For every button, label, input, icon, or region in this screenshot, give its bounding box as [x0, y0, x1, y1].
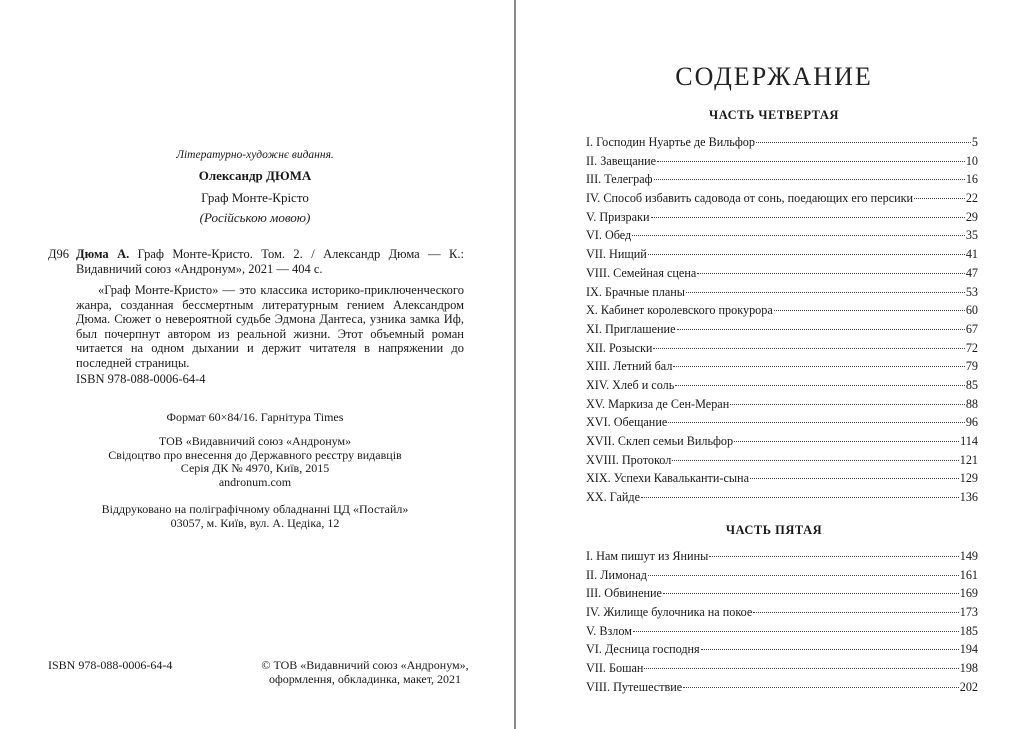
toc-entry-page: 114 — [960, 434, 978, 448]
toc-entry — [586, 490, 978, 509]
dot-leader — [653, 348, 964, 349]
toc-entry-title: V. Взлом — [586, 623, 632, 638]
copyright-line: © ТОВ «Видавничий союз «Андронум», — [261, 658, 469, 672]
dot-leader — [648, 575, 959, 576]
dot-leader — [701, 649, 959, 650]
toc-entry-page: 149 — [959, 549, 978, 563]
dot-leader — [672, 460, 958, 461]
printer-line: Віддруковано на поліграфічному обладнанні ЦД «Постайл» — [101, 502, 409, 516]
toc-entry-page: 5 — [971, 135, 978, 149]
toc-entry-title: X. Кабинет королевского прокурора — [586, 303, 773, 318]
contents-page — [516, 0, 1020, 729]
part-five-title: ЧАСТЬ ПЯТАЯ — [725, 523, 823, 537]
toc-entry-title: XVIII. Протокол — [586, 452, 672, 467]
toc-entry — [586, 605, 978, 624]
literary-type: Літературно-художнє видання. — [176, 149, 334, 161]
toc-entry-title: VI. Обед — [586, 228, 632, 243]
dot-leader — [633, 631, 959, 632]
toc-entry-page: 202 — [959, 679, 978, 694]
toc-entry-title: VI. Десница господня — [586, 642, 700, 657]
toc-entry — [586, 191, 978, 210]
toc-entry — [586, 341, 978, 360]
toc-entry — [586, 680, 978, 699]
dot-leader — [648, 254, 965, 255]
toc-entry — [586, 661, 978, 680]
toc-entry-title: I. Нам пишут из Янины — [586, 549, 709, 563]
dot-leader — [641, 497, 959, 498]
publisher-line: Серія ДК № 4970, Київ, 2015 — [180, 461, 330, 475]
dot-leader — [709, 556, 958, 557]
dot-leader — [657, 161, 965, 162]
toc-entry-title: II. Завещание — [586, 153, 657, 168]
contents-heading: СОДЕРЖАНИЕ — [675, 62, 873, 91]
toc-entry-page: 22 — [965, 191, 978, 206]
toc-entry-title: II. Лимонад — [586, 567, 647, 582]
toc-entry-page: 85 — [965, 377, 978, 392]
dot-leader — [730, 404, 965, 405]
toc-entry-page: 10 — [965, 153, 978, 168]
book-title: Граф Монте-Крісто — [201, 190, 309, 205]
udc-code: Д96 — [48, 247, 70, 261]
annotation: «Граф Монте-Кристо» — это классика историко-приключенческого жанра, созданная бессмертным литературным гением Александром Дюма. Сюжет о невероятной судьбе Эдмона Дантеса, узника замка Иф, был почерпнут автором из реальной жизни. Этот объемный роман читается на одном дыхании и держит читателя в напряжении до последней страницы. — [76, 283, 464, 370]
toc-entry — [586, 359, 978, 378]
publisher-line: Свідоцтво про внесення до Державного реєстру видавців — [108, 447, 402, 462]
toc-entry — [586, 210, 978, 229]
publisher-line: andronum.com — [218, 474, 292, 489]
toc-entry-page: 67 — [965, 321, 978, 336]
toc-entry-page: 136 — [959, 490, 978, 505]
language-note: (Російською мовою) — [199, 210, 311, 225]
dot-leader — [734, 441, 959, 442]
toc-entry-page: 185 — [959, 623, 978, 638]
toc-entry — [586, 397, 978, 416]
publisher-block — [0, 435, 510, 489]
dot-leader — [651, 217, 965, 218]
toc-entry-title: I. Господин Нуартье де Вильфор — [586, 135, 755, 149]
copyright-block — [220, 658, 510, 686]
toc-entry-page: 88 — [965, 396, 978, 411]
toc-entry — [586, 434, 978, 453]
toc-entry — [586, 642, 978, 661]
toc-entry-title: XV. Маркиза де Сен-Меран — [586, 396, 730, 411]
dot-leader — [750, 478, 959, 479]
copyright-line: оформлення, обкладинка, макет, 2021 — [268, 672, 462, 686]
toc-entry-page: 41 — [965, 247, 978, 262]
toc-entry — [586, 549, 978, 568]
toc-entry-title: XVII. Склеп семьи Вильфор — [586, 434, 734, 448]
dot-leader — [756, 142, 971, 143]
toc-entry-page: 121 — [959, 452, 978, 467]
dot-leader — [697, 273, 965, 274]
toc-entry-title: IV. Жилище булочника на покое — [586, 605, 753, 620]
toc-entry — [586, 135, 978, 154]
dot-leader — [677, 329, 965, 330]
toc-entry-page: 198 — [959, 661, 978, 676]
toc-entry — [586, 266, 978, 285]
toc-entry-page: 96 — [965, 415, 978, 430]
toc-entry-title: IX. Брачные планы — [586, 284, 685, 299]
toc-entry-page: 35 — [965, 228, 978, 243]
dot-leader — [668, 422, 965, 423]
toc-entry-title: VII. Нищий — [586, 247, 647, 262]
part-four-entries — [586, 135, 978, 509]
toc-entry-page: 169 — [959, 586, 978, 601]
toc-entry — [586, 378, 978, 397]
toc-entry — [586, 303, 978, 322]
dot-leader — [663, 593, 959, 594]
printer-block — [0, 502, 510, 530]
toc-entry-title: XI. Приглашение — [586, 321, 676, 336]
bibliography-author: Дюма А. — [76, 247, 130, 261]
dot-leader — [683, 687, 958, 688]
dot-leader — [753, 612, 958, 613]
dot-leader — [675, 385, 965, 386]
toc-entry — [586, 228, 978, 247]
dot-leader — [673, 366, 964, 367]
toc-entry — [586, 624, 978, 643]
author-name: Олександр ДЮМА — [198, 168, 312, 183]
toc-entry-page: 72 — [965, 340, 978, 355]
toc-entry — [586, 471, 978, 490]
toc-entry-title: III. Телеграф — [586, 172, 653, 187]
toc-entry-title: III. Обвинение — [586, 586, 662, 601]
toc-entry-page: 60 — [965, 303, 978, 318]
toc-entry-title: XIII. Летний бал — [586, 359, 673, 374]
toc-entry-page: 194 — [959, 642, 978, 657]
format-line: Формат 60×84/16. Гарнітура Times — [166, 410, 344, 424]
toc-entry — [586, 285, 978, 304]
bibliographic-record — [76, 247, 464, 276]
bibliography-text: Граф Монте-Кристо. Том. 2. / Александр Дюма — К.: Видавничий союз «Андронум», 2021 — 404 с. — [76, 247, 464, 276]
toc-entry — [586, 586, 978, 605]
toc-entry-page: 47 — [965, 265, 978, 280]
toc-entry-page: 129 — [959, 471, 978, 486]
toc-entry-title: XX. Гайде — [586, 490, 640, 505]
dot-leader — [686, 292, 965, 293]
toc-entry-page: 79 — [965, 359, 978, 374]
isbn-top: ISBN 978-088-0006-64-4 — [76, 372, 206, 386]
part-five-entries — [586, 549, 978, 699]
toc-entry-title: VII. Бошан — [586, 661, 644, 676]
toc-entry — [586, 172, 978, 191]
dot-leader — [644, 668, 958, 669]
toc-entry-page: 161 — [959, 567, 978, 582]
part-four-title: ЧАСТЬ ЧЕТВЕРТАЯ — [709, 108, 839, 122]
isbn-bottom: ISBN 978-088-0006-64-4 — [48, 658, 173, 672]
toc-entry — [586, 415, 978, 434]
printer-line: 03057, м. Київ, вул. А. Цедіка, 12 — [170, 516, 340, 530]
dot-leader — [914, 198, 965, 199]
toc-entry-title: VIII. Путешествие — [586, 679, 683, 694]
toc-entry-title: XIV. Хлеб и соль — [586, 377, 675, 392]
dot-leader — [632, 235, 965, 236]
publisher-line: ТОВ «Видавничий союз «Андронум» — [158, 434, 352, 448]
toc-entry — [586, 453, 978, 472]
toc-entry — [586, 322, 978, 341]
toc-entry-title: VIII. Семейная сцена — [586, 265, 697, 280]
toc-entry-page: 29 — [965, 209, 978, 224]
toc-entry-page: 16 — [965, 172, 978, 187]
dot-leader — [774, 310, 965, 311]
dot-leader — [654, 179, 965, 180]
toc-entry — [586, 568, 978, 587]
toc-entry-page: 53 — [965, 284, 978, 299]
toc-entry-title: XII. Розыски — [586, 340, 653, 355]
toc-entry-title: XVI. Обещание — [586, 415, 668, 430]
toc-entry-title: XIX. Успехи Кавальканти-сына — [586, 471, 749, 486]
toc-entry — [586, 247, 978, 266]
toc-entry-title: V. Призраки — [586, 209, 650, 224]
toc-entry — [586, 154, 978, 173]
toc-entry-title: IV. Способ избавить садовода от сонь, поедающих его персики — [586, 191, 914, 206]
toc-entry-page: 173 — [959, 605, 978, 620]
